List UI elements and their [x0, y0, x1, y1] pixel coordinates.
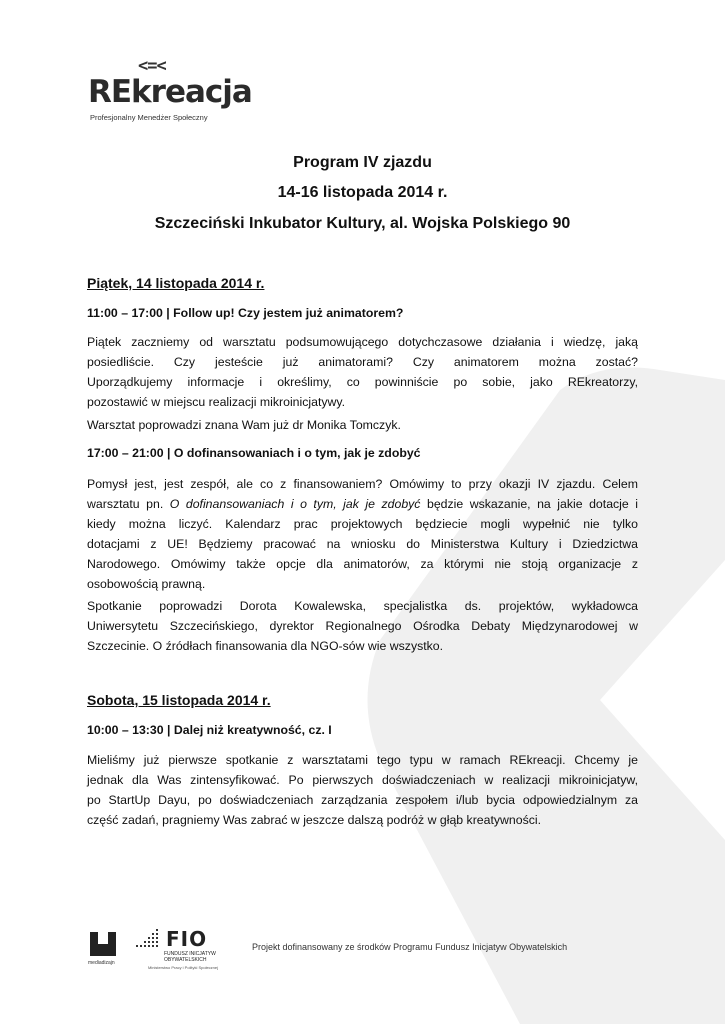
text-line: Szczecinie. O źródłach finansowania dla NGO-sów wie wszystko.	[87, 639, 444, 653]
text-line: Spotkanie poprowadzi Dorota Kowalewska, specjalistka ds. projektów, wykładowca	[87, 599, 638, 613]
fio-ministry-caption: Ministerstwo Pracy i Polityki Społecznej	[148, 965, 219, 970]
fio-logo	[134, 927, 219, 973]
fio-subtitle: FUNDUSZ INICJATYW OBYWATELSKICH	[164, 951, 216, 963]
friday-session-2-title: 17:00 – 21:00 | O dofinansowaniach i o tym, jak je zdobyć	[87, 446, 421, 460]
fio-dots-icon	[134, 929, 164, 951]
text-line: część zadań, pragniemy Was zabrać w jeszcze dalszą podróż w głąb kreatywności.	[87, 813, 542, 827]
text-line: Mieliśmy już pierwsze spotkanie z warsztatami tego typu w ramach REkreacji. Chcemy je	[87, 753, 638, 767]
text-line: jednak dla Was zintensyfikować. Po pierwszych doświadczeniach w realizacji mikroinicjatyw,	[87, 773, 638, 787]
text-line: posiedliście. Czy jesteście już animatorami? Czy animatorem można zostać?	[87, 355, 638, 369]
fio-wordmark: FIO	[166, 927, 208, 951]
text-line: Uniwersytetu Szczecińskiego, dyrektor Regionalnego Ośrodka Debaty Międzynarodowej w	[87, 619, 638, 633]
program-dates: 14-16 listopada 2014 r.	[277, 184, 448, 201]
logo-wordmark: REkreacja	[88, 74, 252, 110]
text-line: kiedy można liczyć. Kalendarz prac projektowych będziecie mogli wypełnić nie tylko	[87, 517, 638, 531]
saturday-heading: Sobota, 15 listopada 2014 r.	[87, 692, 271, 708]
mediadizajn-logo	[88, 930, 118, 970]
friday-session-1-title: 11:00 – 17:00 | Follow up! Czy jestem już animatorem?	[87, 306, 404, 320]
text-line: pozostawić w miejscu realizacji mikroinicjatywy.	[87, 395, 346, 409]
saturday-session-1-description	[87, 750, 638, 830]
program-venue: Szczeciński Inkubator Kultury, al. Wojska Polskiego 90	[154, 215, 571, 232]
friday-heading: Piątek, 14 listopada 2014 r.	[87, 275, 265, 291]
logo-mark-icon: <=<	[138, 56, 166, 76]
funding-notice: Projekt dofinansowany ze środków Programu Fundusz Inicjatyw Obywatelskich	[252, 942, 568, 952]
mediadizajn-caption: mediadizajn	[88, 960, 115, 966]
text-line: po StartUp Dayu, po doświadczeniach zarządzania zespołem i/lub bycia odpowiedzialnym za	[87, 793, 638, 807]
text-line: Piątek zaczniemy od warsztatu podsumowującego dotychczasowe działania i wiedzę, jaką	[87, 335, 638, 349]
friday-session-2-host	[87, 596, 638, 656]
mediadizajn-icon	[88, 930, 118, 958]
saturday-session-1-title: 10:00 – 13:30 | Dalej niż kreatywność, cz. I	[87, 723, 332, 737]
text-fragment: warsztatu pn.	[87, 497, 170, 511]
friday-session-1-host: Warsztat poprowadzi znana Wam już dr Monika Tomczyk.	[87, 418, 401, 432]
text-line: Pomysł jest, jest zespół, ale co z finansowaniem? Omówimy to przy okazji IV zjazdu. Celem	[87, 477, 638, 491]
text-line	[87, 494, 638, 514]
text-fragment: będzie wskazanie, na jakie dotacje i	[420, 497, 638, 511]
text-line: osobowością prawną.	[87, 577, 206, 591]
text-line: Narodowego. Omówimy także opcje dla animatorów, za którymi nie stoją organizacje z	[87, 557, 638, 571]
friday-session-1-description	[87, 332, 638, 412]
text-line: Uporządkujemy informacje i określimy, co powinniście po sobie, jako REkreatorzy,	[87, 375, 638, 389]
friday-session-2-description	[87, 474, 638, 594]
text-line: dotacjami z UE! Będziemy pracować na wniosku do Ministerstwa Kultury i Dziedzictwa	[87, 537, 638, 551]
program-title: Program IV zjazdu	[293, 154, 432, 171]
logo-subtitle: Profesjonalny Menedżer Społeczny	[90, 113, 208, 122]
rekreacja-logo	[88, 56, 252, 126]
workshop-title-italic: O dofinansowaniach i o tym, jak je zdobyć	[169, 497, 421, 511]
